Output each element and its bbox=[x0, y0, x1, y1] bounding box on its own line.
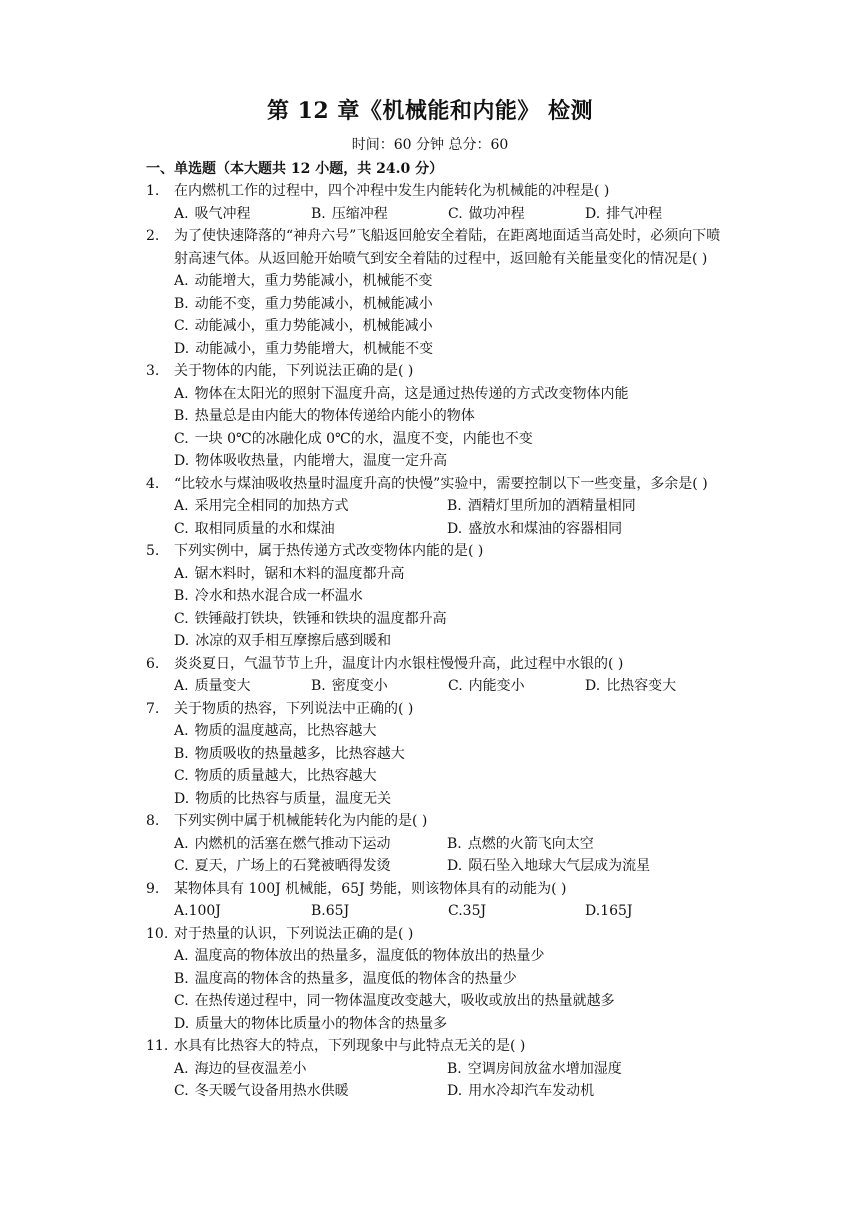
option-letter: D. bbox=[174, 1015, 190, 1032]
options bbox=[174, 563, 726, 653]
option-text: 冬天暖气设备用热水供暖 bbox=[194, 1083, 349, 1099]
option-text: 物体在太阳光的照射下温度升高，这是通过热传递的方式改变物体内能 bbox=[194, 385, 629, 402]
options bbox=[174, 945, 726, 1035]
question-number: 4. bbox=[146, 475, 160, 492]
question bbox=[146, 810, 726, 878]
option-text: 65J bbox=[325, 903, 350, 919]
option-text: 物质的比热容与质量，温度无关 bbox=[195, 790, 392, 807]
question-list bbox=[146, 180, 726, 1103]
option bbox=[174, 1058, 447, 1081]
option bbox=[174, 900, 311, 923]
option-text: 质量大的物体比质量小的物体含的热量多 bbox=[195, 1015, 448, 1032]
option bbox=[448, 900, 585, 923]
question-stem: 为了使快速降落的“神舟六号”飞船返回舱安全着陆，在距离地面适当高处时，必须向下喷射高速气体。从返回舱开始喷气到安全着陆的过程中，返回舱有关能量变化的情况是( ) bbox=[174, 228, 721, 267]
option-letter: B. bbox=[174, 745, 189, 762]
question bbox=[146, 923, 726, 1036]
option bbox=[174, 293, 726, 316]
option-text: 吸气冲程 bbox=[194, 205, 251, 222]
option bbox=[174, 405, 726, 428]
option-text: 内燃机的活塞在燃气推动下运动 bbox=[194, 835, 391, 852]
option-letter: B. bbox=[311, 903, 326, 919]
option-letter: C. bbox=[448, 903, 463, 919]
option bbox=[447, 495, 720, 518]
option-letter: A. bbox=[174, 385, 189, 402]
option-letter: B. bbox=[311, 678, 326, 694]
question-stem: “比较水与煤油吸收热量时温度升高的快慢”实验中，需要控制以下一些变量，多余是( ) bbox=[174, 475, 708, 492]
option bbox=[448, 203, 585, 226]
option-text: 比热容变大 bbox=[606, 678, 677, 694]
option bbox=[174, 1080, 447, 1103]
option-letter: C. bbox=[174, 993, 189, 1009]
question-stem: 在内燃机工作的过程中，四个冲程中发生内能转化为机械能的冲程是( ) bbox=[174, 183, 610, 199]
option-letter: B. bbox=[447, 835, 462, 852]
question bbox=[146, 698, 726, 811]
option-letter: B. bbox=[174, 588, 189, 604]
option-text: 冰凉的双手相互摩擦后感到暖和 bbox=[195, 633, 392, 649]
option-text: 用水冷却汽车发动机 bbox=[468, 1083, 595, 1099]
option-text: 陨石坠入地球大气层成为流星 bbox=[468, 858, 651, 874]
option-letter: C. bbox=[448, 678, 463, 694]
option-letter: C. bbox=[174, 430, 189, 447]
option-letter: C. bbox=[174, 520, 189, 537]
options bbox=[174, 720, 726, 810]
option-letter: B. bbox=[447, 1060, 462, 1077]
option-text: 35J bbox=[462, 903, 487, 919]
option-letter: C. bbox=[174, 1083, 189, 1099]
option-letter: A. bbox=[174, 903, 189, 919]
question-number: 9. bbox=[146, 880, 160, 897]
option bbox=[174, 270, 726, 293]
option-letter: B. bbox=[174, 970, 189, 987]
option-text: 排气冲程 bbox=[606, 205, 663, 222]
question-number: 6. bbox=[146, 655, 160, 672]
option-letter: D. bbox=[447, 520, 463, 537]
question-stem: 水具有比热容大的特点，下列现象中与此特点无关的是( ) bbox=[174, 1038, 526, 1054]
option-text: 采用完全相同的加热方式 bbox=[194, 498, 349, 514]
question-number: 8. bbox=[146, 813, 160, 829]
section-heading: 一、单选题（本大题共 12 小题，共 24.0 分） bbox=[146, 161, 444, 177]
option bbox=[174, 585, 726, 608]
option bbox=[447, 1080, 720, 1103]
option-letter: A. bbox=[174, 565, 189, 582]
option-letter: A. bbox=[174, 948, 189, 964]
option-text: 取相同质量的水和煤油 bbox=[194, 520, 335, 537]
option bbox=[174, 855, 447, 878]
question-stem: 对于热量的认识，下列说法正确的是( ) bbox=[174, 925, 414, 942]
option bbox=[174, 1013, 726, 1036]
question-number: 10. bbox=[146, 925, 169, 942]
option-letter: C. bbox=[174, 858, 189, 874]
option bbox=[174, 990, 726, 1013]
option bbox=[174, 630, 726, 653]
options bbox=[174, 900, 726, 923]
option-text: 酒精灯里所加的酒精量相同 bbox=[467, 498, 636, 514]
option bbox=[311, 900, 448, 923]
option-letter: D. bbox=[585, 903, 601, 919]
option bbox=[174, 608, 726, 631]
option-letter: A. bbox=[174, 835, 189, 852]
option-text: 物质的温度越高，比热容越大 bbox=[194, 723, 377, 739]
option-letter: A. bbox=[174, 498, 189, 514]
question-stem: 某物体具有 100J 机械能，65J 势能，则该物体具有的动能为( ) bbox=[174, 880, 567, 897]
options bbox=[174, 1058, 726, 1103]
option-letter: C. bbox=[174, 610, 189, 627]
option-text: 夏天，广场上的石凳被晒得发烫 bbox=[194, 858, 391, 874]
option bbox=[174, 788, 726, 811]
option bbox=[174, 315, 726, 338]
option-text: 内能变小 bbox=[468, 678, 525, 694]
option-text: 动能减小，重力势能减小，机械能减小 bbox=[194, 318, 433, 334]
option-text: 热量总是由内能大的物体传递给内能小的物体 bbox=[194, 408, 475, 424]
option bbox=[174, 720, 726, 743]
option-letter: D. bbox=[447, 858, 463, 874]
option-letter: A. bbox=[174, 205, 189, 222]
question-number: 3. bbox=[146, 363, 160, 379]
option bbox=[174, 833, 447, 856]
option-text: 物质的质量越大，比热容越大 bbox=[194, 768, 377, 784]
option bbox=[585, 900, 722, 923]
option-letter: C. bbox=[174, 768, 189, 784]
option-letter: A. bbox=[174, 273, 189, 289]
option-text: 物体吸收热量，内能增大，温度一定升高 bbox=[195, 453, 448, 469]
option-letter: D. bbox=[585, 205, 601, 222]
option bbox=[174, 495, 447, 518]
question bbox=[146, 653, 726, 698]
question-number: 5. bbox=[146, 543, 160, 559]
option bbox=[585, 203, 722, 226]
option bbox=[174, 428, 726, 451]
option bbox=[174, 338, 726, 361]
question bbox=[146, 473, 726, 541]
question-stem: 下列实例中属于机械能转化为内能的是( ) bbox=[174, 813, 428, 829]
option-letter: C. bbox=[448, 205, 463, 222]
question bbox=[146, 540, 726, 653]
option-letter: D. bbox=[585, 678, 601, 694]
option bbox=[174, 563, 726, 586]
question-stem: 炎炎夏日，气温节节上升，温度计内水银柱慢慢升高，此过程中水银的( ) bbox=[174, 655, 624, 672]
option-text: 冷水和热水混合成一杯温水 bbox=[194, 588, 363, 604]
option-letter: D. bbox=[174, 633, 190, 649]
option-letter: D. bbox=[447, 1083, 463, 1099]
option-text: 压缩冲程 bbox=[331, 205, 388, 222]
question-number: 11. bbox=[146, 1038, 169, 1054]
option bbox=[174, 383, 726, 406]
option bbox=[174, 743, 726, 766]
question bbox=[146, 878, 726, 923]
exam-meta: 时间：60 分钟 总分：60 bbox=[351, 137, 509, 153]
option-letter: A. bbox=[174, 678, 189, 694]
option bbox=[447, 833, 720, 856]
option-text: 做功冲程 bbox=[468, 205, 525, 222]
option-letter: B. bbox=[174, 408, 189, 424]
option bbox=[585, 675, 722, 698]
option bbox=[311, 203, 448, 226]
option bbox=[174, 450, 726, 473]
option bbox=[311, 675, 448, 698]
option-text: 165J bbox=[600, 903, 633, 919]
option-text: 一块 0℃的冰融化成 0℃的水，温度不变，内能也不变 bbox=[194, 430, 533, 447]
question-number: 1. bbox=[146, 183, 160, 199]
question bbox=[146, 360, 726, 473]
options bbox=[174, 495, 726, 540]
option-letter: D. bbox=[174, 790, 190, 807]
option-letter: A. bbox=[174, 1060, 189, 1077]
page-title: 第 12 章《机械能和内能》 检测 bbox=[266, 98, 594, 124]
question bbox=[146, 225, 726, 360]
option-text: 锯木料时，锯和木料的温度都升高 bbox=[194, 565, 405, 582]
option-text: 密度变小 bbox=[331, 678, 388, 694]
option-text: 海边的昼夜温差小 bbox=[194, 1060, 307, 1077]
option-letter: D. bbox=[174, 453, 190, 469]
option-letter: B. bbox=[311, 205, 326, 222]
question bbox=[146, 1035, 726, 1103]
option-letter: B. bbox=[174, 295, 189, 312]
option bbox=[447, 855, 720, 878]
option bbox=[448, 675, 585, 698]
question-number: 7. bbox=[146, 700, 160, 717]
option bbox=[174, 765, 726, 788]
option bbox=[174, 968, 726, 991]
question-number: 2. bbox=[146, 228, 160, 244]
options bbox=[174, 675, 726, 698]
option-letter: C. bbox=[174, 318, 189, 334]
option-text: 动能不变，重力势能减小，机械能减小 bbox=[194, 295, 433, 312]
option-text: 盛放水和煤油的容器相同 bbox=[468, 520, 623, 537]
option bbox=[174, 518, 447, 541]
question-stem: 关于物质的热容，下列说法中正确的( ) bbox=[174, 700, 414, 717]
option-text: 温度高的物体含的热量多，温度低的物体含的热量少 bbox=[194, 970, 517, 987]
option-text: 铁锤敲打铁块，铁锤和铁块的温度都升高 bbox=[194, 610, 447, 627]
option-text: 动能减小，重力势能增大，机械能不变 bbox=[195, 340, 434, 357]
question bbox=[146, 180, 726, 225]
option bbox=[447, 1058, 720, 1081]
option-text: 空调房间放盆水增加湿度 bbox=[467, 1060, 622, 1077]
option-letter: A. bbox=[174, 723, 189, 739]
option-text: 在热传递过程中，同一物体温度改变越大，吸收或放出的热量就越多 bbox=[194, 993, 615, 1009]
options bbox=[174, 833, 726, 878]
option bbox=[174, 675, 311, 698]
option-text: 动能增大，重力势能减小，机械能不变 bbox=[194, 273, 433, 289]
option-letter: B. bbox=[447, 498, 462, 514]
option-text: 温度高的物体放出的热量多，温度低的物体放出的热量少 bbox=[194, 948, 545, 964]
question-stem: 关于物体的内能，下列说法正确的是( ) bbox=[174, 363, 414, 379]
option-letter: D. bbox=[174, 340, 190, 357]
options bbox=[174, 203, 726, 226]
option bbox=[174, 945, 726, 968]
option bbox=[447, 518, 720, 541]
option-text: 物质吸收的热量越多，比热容越大 bbox=[194, 745, 405, 762]
option-text: 点燃的火箭飞向太空 bbox=[467, 835, 594, 852]
options bbox=[174, 270, 726, 360]
option-text: 质量变大 bbox=[194, 678, 251, 694]
option-text: 100J bbox=[188, 903, 221, 919]
option bbox=[174, 203, 311, 226]
options bbox=[174, 383, 726, 473]
question-stem: 下列实例中，属于热传递方式改变物体内能的是( ) bbox=[174, 543, 484, 559]
